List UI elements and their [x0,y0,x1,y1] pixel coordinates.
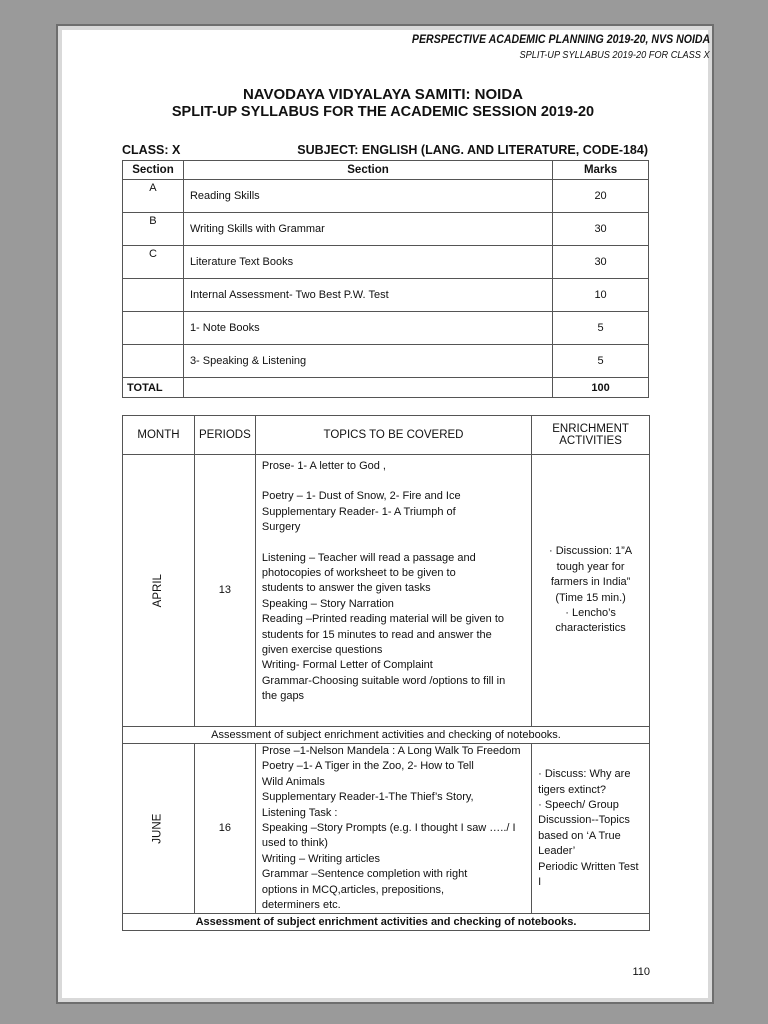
text-line: Writing – Writing articles [261,852,381,865]
text-line: Wild Animals [261,775,325,788]
section-marks: 5 [553,312,649,345]
header-section-name: Section [183,161,552,180]
assessment-note: Assessment of subject enrichment activities and checking of notebooks. [123,914,650,931]
topics-april [255,455,531,727]
text-line: used to think) [261,837,328,850]
section-name: Reading Skills [183,180,552,213]
text-line: · Discuss: Why are [538,768,631,781]
text-line: · Discussion: 1”A [549,545,633,558]
document-title: NAVODAYA VIDYALAYA SAMITI: NOIDA [242,86,524,103]
total-label: TOTAL [123,378,184,398]
subject-label: SUBJECT: ENGLISH (LANG. AND LITERATURE, CODE-184) [297,143,648,157]
text-line: Leader’ [538,845,576,858]
topics-list [262,489,525,535]
month-june: JUNE [151,813,164,844]
section-code [123,279,184,312]
text-line: Poetry – 1- Dust of Snow, 2- Fire and Ice [261,490,461,503]
header-topics: TOPICS TO BE COVERED [255,416,531,455]
text-line: Poetry –1- A Tiger in the Zoo, 2- How to Tell [261,760,474,773]
month-april: APRIL [151,573,164,608]
topics-june [255,744,531,914]
header-enrichment: ENRICHMENT ACTIVITIES [532,416,650,455]
syllabus-table [122,415,650,931]
section-marks: 10 [553,279,649,312]
month-cell [123,455,195,727]
text-line: Speaking –Story Prompts (e.g. I thought I saw …../ I [261,822,516,835]
text-line: Writing- Formal Letter of Complaint [261,659,433,672]
assessment-note: Assessment of subject enrichment activities and checking of notebooks. [123,727,650,744]
section-code: C [123,246,184,279]
text-line: photocopies of worksheet to be given to [261,567,456,580]
text-line: students for 15 minutes to read and answer the [261,628,492,641]
text-line: Grammar –Sentence completion with right [261,868,468,881]
assessment-row [123,727,650,744]
enrichment-june [532,744,650,914]
text-line: · Lencho’s [565,606,616,619]
text-line: characteristics [555,622,626,635]
section-name: 1- Note Books [183,312,552,345]
text-line: determiners etc. [261,899,341,912]
running-header-title: PERSPECTIVE ACADEMIC PLANNING 2019-20, NVS NOIDA [411,34,710,46]
header-month: MONTH [123,416,195,455]
assessment-row [123,914,650,931]
topics-list [262,459,525,474]
text-line: Discussion--Topics [538,814,630,827]
table-row [123,213,649,246]
text-line: Listening Task : [261,806,338,819]
section-marks: 30 [553,213,649,246]
syllabus-table-header [123,416,650,455]
text-line: options in MCQ,articles, prepositions, [261,883,445,896]
section-code: A [123,180,184,213]
table-row [123,345,649,378]
month-cell [123,744,195,914]
page-number: 110 [632,966,650,978]
header-marks: Marks [553,161,649,180]
text-line: farmers in India” [550,576,631,589]
section-code: B [123,213,184,246]
marks-table-header [123,161,649,180]
text-line: students to answer the given tasks [261,582,431,595]
section-name: Literature Text Books [183,246,552,279]
text-line: Supplementary Reader-1-The Thief’s Story, [261,791,474,804]
class-label: CLASS: X [122,143,181,157]
text-line: Prose- 1- A letter to God , [261,460,386,472]
total-empty [183,378,552,398]
periods-april: 13 [194,455,255,727]
running-header-subtitle: SPLIT-UP SYLLABUS 2019-20 FOR CLASS X [519,50,710,61]
header-periods: PERIODS [194,416,255,455]
total-marks: 100 [553,378,649,398]
section-code [123,312,184,345]
section-name: 3- Speaking & Listening [183,345,552,378]
text-line: · Speech/ Group [538,798,619,811]
text-line: Listening – Teacher will read a passage and [261,551,476,564]
section-marks: 20 [553,180,649,213]
table-row [123,180,649,213]
text-line: Reading –Printed reading material will be given to [261,613,504,626]
section-code [123,345,184,378]
april-row [123,455,650,727]
text-line: Prose –1-Nelson Mandela : A Long Walk To Freedom [261,745,521,757]
periods-june: 16 [194,744,255,914]
document-subtitle: SPLIT-UP SYLLABUS FOR THE ACADEMIC SESSION 2019-20 [171,104,595,120]
text-line: I [538,875,542,888]
marks-table [122,160,649,398]
table-row [123,246,649,279]
text-line: tigers extinct? [538,783,607,796]
text-line: Surgery [261,521,301,534]
text-line: tough year for [556,560,625,573]
text-line: (Time 15 min.) [555,591,626,604]
total-row [123,378,649,398]
table-row [123,279,649,312]
section-marks: 30 [553,246,649,279]
section-name: Internal Assessment- Two Best P.W. Test [183,279,552,312]
text-line: Supplementary Reader- 1- A Triumph of [261,505,456,518]
text-line: Grammar-Choosing suitable word /options to fill in [261,674,506,687]
section-name: Writing Skills with Grammar [183,213,552,246]
enrichment-april [532,455,650,727]
topics-list [262,551,525,705]
text-line: based on ‘A True [538,829,621,842]
text-line: Speaking – Story Narration [261,597,394,610]
text-line: Periodic Written Test [538,860,639,873]
text-line: the gaps [261,690,305,703]
header-section-code: Section [123,161,184,180]
june-row [123,744,650,914]
table-row [123,312,649,345]
section-marks: 5 [553,345,649,378]
text-line: given exercise questions [261,644,383,657]
